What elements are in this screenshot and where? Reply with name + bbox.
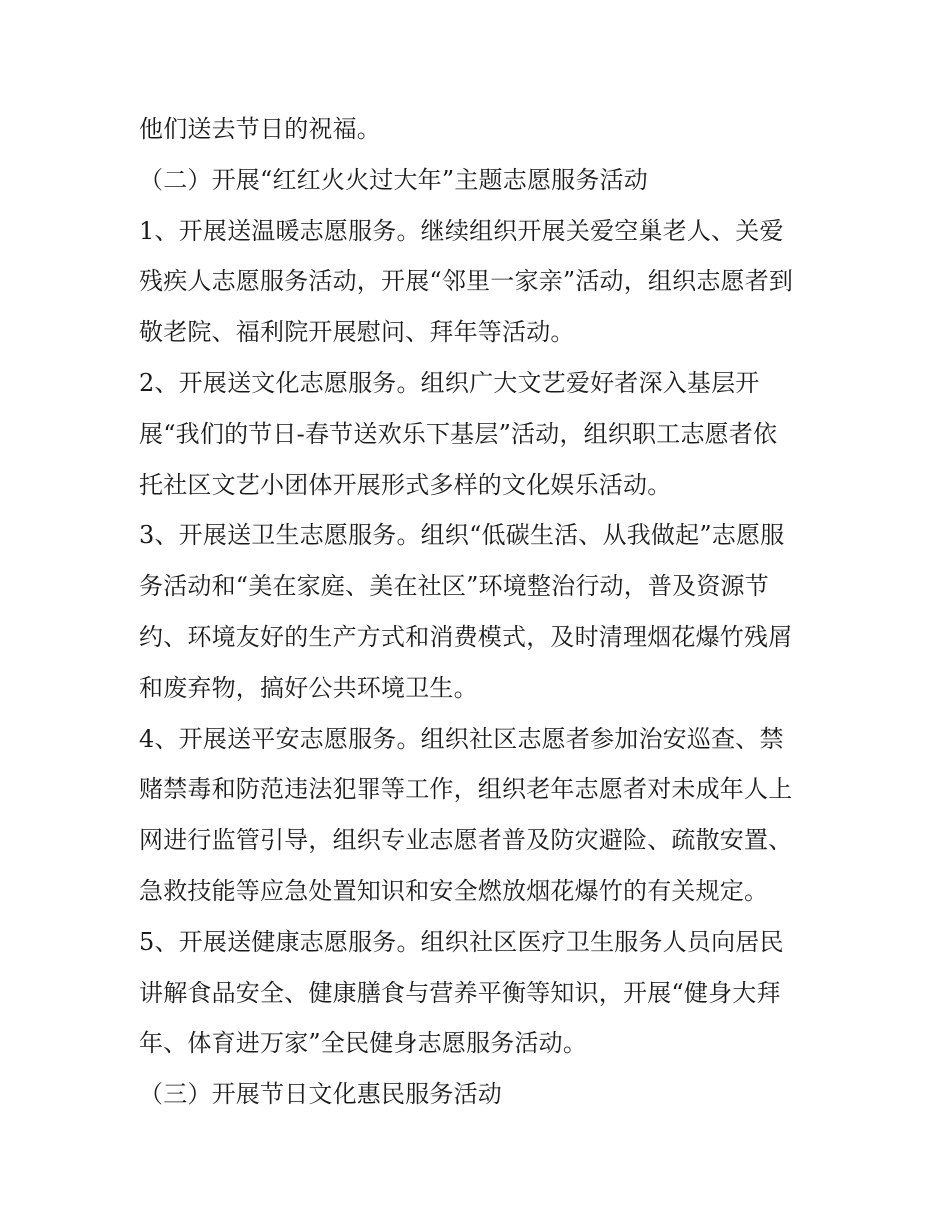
text-line: 年、体育进万家”全民健身志愿服务活动。 [139, 1029, 588, 1058]
text-line: 托社区文艺小团体开展形式多样的文化娱乐活动。 [139, 470, 672, 499]
section-heading: （二）开展“红红火火过大年”主题志愿服务活动 [139, 165, 648, 194]
text-line: 展“我们的节日-春节送欢乐下基层”活动，组织职工志愿者依 [139, 419, 778, 448]
text-line: 赌禁毒和防范违法犯罪等工作，组织老年志愿者对未成年人上 [139, 775, 793, 804]
text-line: 他们送去节日的祝福。 [139, 115, 381, 143]
text-line: 3、开展送卫生志愿服务。组织“低碳生活、从我做起”志愿服 [139, 521, 785, 550]
text-line: 2、开展送文化志愿服务。组织广大文艺爱好者深入基层开 [139, 368, 760, 397]
text-line: 网进行监管引导，组织专业志愿者普及防灾避险、疏散安置、 [139, 826, 793, 855]
text-line: 和废弃物，搞好公共环境卫生。 [139, 673, 478, 702]
text-line: 残疾人志愿服务活动，开展“邻里一家亲”活动，组织志愿者到 [139, 267, 794, 296]
section-heading: （三）开展节日文化惠民服务活动 [139, 1080, 502, 1109]
text-line: 讲解食品安全、健康膳食与营养平衡等知识，开展“健身大拜 [139, 978, 781, 1007]
document-body [139, 104, 819, 1120]
text-line: 1、开展送温暖志愿服务。继续组织开展关爱空巢老人、关爱 [139, 216, 784, 245]
text-line: 4、开展送平安志愿服务。组织社区志愿者参加治安巡查、禁 [139, 724, 784, 753]
text-line: 敬老院、福利院开展慰问、拜年等活动。 [139, 318, 575, 347]
text-line: 约、环境友好的生产方式和消费模式，及时清理烟花爆竹残屑 [139, 622, 793, 651]
text-line: 5、开展送健康志愿服务。组织社区医疗卫生服务人员向居民 [139, 927, 784, 956]
text-line: 急救技能等应急处置知识和安全燃放烟花爆竹的有关规定。 [139, 876, 769, 905]
text-line: 务活动和“美在家庭、美在社区”环境整治行动，普及资源节 [139, 572, 769, 601]
